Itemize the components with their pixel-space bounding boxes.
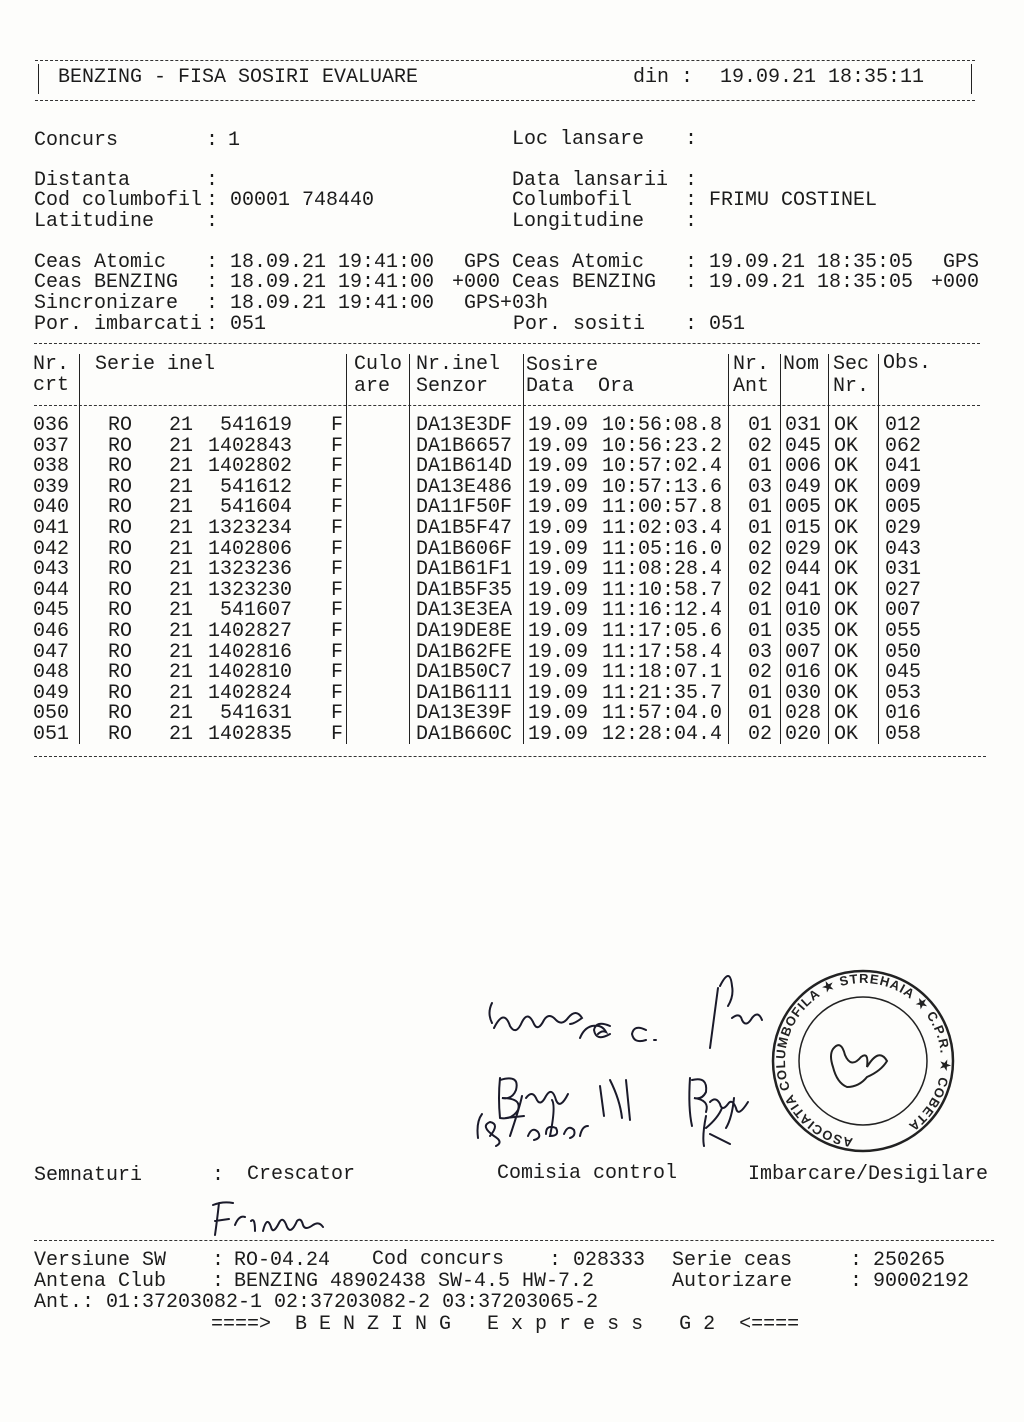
- cell-sec: OK: [834, 640, 859, 664]
- cell-sex: F: [331, 702, 344, 726]
- cell-ring: 541619: [219, 414, 292, 437]
- header-serie-inel: Serie inel: [95, 353, 216, 376]
- columbofil-label: Columbofil: [512, 189, 633, 212]
- cell-time: 10:57:13.6: [601, 475, 722, 499]
- cell-nom: 049: [785, 475, 822, 499]
- table-top-rule: [34, 343, 980, 344]
- cell-sensor: DA1B6657: [416, 434, 513, 458]
- cell-nr: 046: [33, 620, 70, 643]
- header-nr-inel: Nr.inel: [416, 353, 501, 376]
- cell-sensor: DA1B660C: [416, 723, 513, 746]
- cell-time: 11:17:05.6: [601, 620, 722, 643]
- ceas-benzing-label: Ceas BENZING: [34, 271, 179, 294]
- cell-sensor: DA11F50F: [416, 496, 513, 520]
- ceas-atomic-label-2: Ceas Atomic: [512, 251, 645, 274]
- cod-concurs-value: 028333: [573, 1249, 646, 1272]
- commission-signatures-handwriting: [470, 968, 770, 1158]
- cell-obs: 031: [885, 558, 922, 582]
- cell-obs: 041: [885, 455, 922, 479]
- cell-sensor: DA1B6111: [416, 681, 513, 705]
- cell-nom: 015: [785, 517, 822, 540]
- cell-ring: 1402816: [207, 640, 292, 664]
- cell-date: 19.09: [528, 599, 589, 623]
- cell-date: 19.09: [528, 517, 589, 540]
- column-divider: [878, 354, 879, 744]
- cell-year: 21: [169, 599, 194, 623]
- cell-time: 11:00:57.8: [601, 496, 722, 520]
- cell-nom: 031: [785, 414, 822, 437]
- colon: :: [685, 189, 698, 212]
- cell-nom: 006: [785, 455, 822, 479]
- cell-obs: 009: [885, 475, 922, 499]
- header-crt: crt: [33, 374, 70, 397]
- table-bottom-rule: [34, 756, 986, 757]
- cell-ring: 541612: [219, 475, 292, 499]
- header-sec: Sec: [833, 353, 870, 376]
- cell-sex: F: [331, 620, 344, 643]
- header-bottom-rule: [35, 100, 975, 101]
- cell-nr: 040: [33, 496, 70, 520]
- cell-year: 21: [169, 475, 194, 499]
- cell-sensor: DA1B614D: [416, 455, 513, 479]
- cell-sensor: DA1B61F1: [416, 558, 513, 582]
- cell-ring: 1402835: [207, 723, 292, 746]
- colon: :: [212, 1164, 225, 1187]
- cell-sec: OK: [834, 681, 859, 705]
- cell-sex: F: [331, 681, 344, 705]
- cell-date: 19.09: [528, 681, 589, 705]
- header-culoare-2: are: [354, 375, 391, 398]
- cell-time: 11:17:58.4: [601, 640, 722, 664]
- cell-year: 21: [169, 578, 194, 602]
- semnaturi-label: Semnaturi: [34, 1164, 143, 1187]
- cell-date: 19.09: [528, 455, 589, 479]
- cell-nr: 047: [33, 640, 70, 664]
- cell-ant: 01: [747, 620, 772, 643]
- cell-time: 11:02:03.4: [601, 517, 722, 540]
- autorizare-label: Autorizare: [672, 1270, 793, 1293]
- ceas-benzing-start-offset: +000: [452, 271, 501, 294]
- cell-year: 21: [169, 681, 194, 705]
- cell-obs: 016: [885, 702, 922, 726]
- sincronizare-src: GPS+03h: [464, 292, 549, 315]
- cell-sec: OK: [834, 578, 859, 602]
- cell-sensor: DA1B606F: [416, 537, 513, 561]
- cell-obs: 058: [885, 723, 922, 746]
- cell-nr: 044: [33, 578, 70, 602]
- cell-obs: 027: [885, 578, 922, 602]
- cell-date: 19.09: [528, 620, 589, 643]
- cod-columbofil-label: Cod columbofil: [34, 189, 203, 212]
- colon: :: [685, 251, 698, 274]
- column-divider: [523, 354, 524, 744]
- cell-time: 11:21:35.7: [601, 681, 722, 705]
- cell-nom: 045: [785, 434, 822, 458]
- cell-obs: 050: [885, 640, 922, 664]
- cell-country: RO: [108, 578, 133, 602]
- cell-year: 21: [169, 558, 194, 582]
- concurs-label: Concurs: [34, 129, 119, 152]
- autorizare-value: 90002192: [873, 1270, 970, 1293]
- cell-sec: OK: [834, 661, 859, 685]
- cell-sec: OK: [834, 558, 859, 582]
- cell-sex: F: [331, 455, 344, 479]
- cell-year: 21: [169, 414, 194, 437]
- header-top-rule: [35, 60, 975, 61]
- cell-date: 19.09: [528, 640, 589, 664]
- header-obs: Obs.: [883, 352, 932, 375]
- cell-nom: 044: [785, 558, 822, 582]
- report-datetime: 19.09.21 18:35:11: [720, 66, 925, 89]
- cell-date: 19.09: [528, 702, 589, 726]
- cell-sensor: DA1B62FE: [416, 640, 513, 664]
- cell-sensor: DA1B50C7: [416, 661, 513, 685]
- cell-sensor: DA1B5F47: [416, 517, 513, 540]
- ceas-benzing-label-2: Ceas BENZING: [512, 271, 657, 294]
- breeder-signature-handwriting: [205, 1195, 345, 1239]
- cell-country: RO: [108, 599, 133, 623]
- cell-ant: 01: [747, 455, 772, 479]
- cell-country: RO: [108, 455, 133, 479]
- colon: :: [206, 292, 219, 315]
- cell-sec: OK: [834, 723, 859, 746]
- footer-rule: [34, 1240, 994, 1241]
- cell-sensor: DA13E3EA: [416, 599, 513, 623]
- cell-sec: OK: [834, 475, 859, 499]
- cell-sec: OK: [834, 517, 859, 540]
- cell-nr: 051: [33, 723, 70, 746]
- cod-columbofil-value: 00001 748440: [230, 189, 375, 212]
- cell-ant: 02: [747, 434, 772, 458]
- cell-year: 21: [169, 640, 194, 664]
- cell-ant: 01: [747, 599, 772, 623]
- cell-nom: 028: [785, 702, 822, 726]
- cell-date: 19.09: [528, 414, 589, 437]
- cell-ant: 01: [747, 414, 772, 437]
- cell-nom: 041: [785, 578, 822, 602]
- cell-obs: 053: [885, 681, 922, 705]
- cell-year: 21: [169, 434, 194, 458]
- ceas-atomic-label: Ceas Atomic: [34, 251, 167, 274]
- cell-sex: F: [331, 496, 344, 520]
- din-label: din :: [633, 66, 694, 89]
- cell-nr: 048: [33, 661, 70, 685]
- ceas-atomic-start: 18.09.21 19:41:00: [230, 251, 435, 274]
- cell-ring: 541607: [219, 599, 292, 623]
- cell-sec: OK: [834, 414, 859, 437]
- por-sositi-value: 051: [709, 313, 746, 336]
- header-nr-ant: Nr.: [733, 353, 770, 376]
- cell-ant: 02: [747, 537, 772, 561]
- cell-ant: 03: [747, 640, 772, 664]
- cell-country: RO: [108, 414, 133, 437]
- cell-sex: F: [331, 578, 344, 602]
- cell-sec: OK: [834, 702, 859, 726]
- colon: :: [685, 169, 698, 192]
- cell-sec: OK: [834, 434, 859, 458]
- cod-concurs-label: Cod concurs: [372, 1248, 505, 1271]
- cell-country: RO: [108, 681, 133, 705]
- colon: :: [206, 313, 219, 336]
- imbarcare-desigilare-label: Imbarcare/Desigilare: [748, 1163, 989, 1186]
- cell-sensor: DA1B5F35: [416, 578, 513, 602]
- cell-sensor: DA13E39F: [416, 702, 513, 726]
- colon: :: [212, 1249, 225, 1272]
- cell-nom: 007: [785, 640, 822, 664]
- cell-sex: F: [331, 640, 344, 664]
- versiune-sw-value: RO-04.24: [234, 1249, 331, 1272]
- stamp-lettering: ASOCIATIA COLUMBOFILA ★ STREHAIA ★ C.P.R. ★ COBETA: [772, 970, 954, 1151]
- cell-country: RO: [108, 620, 133, 643]
- colon: :: [206, 271, 219, 294]
- cell-time: 10:56:08.8: [601, 414, 722, 437]
- cell-year: 21: [169, 661, 194, 685]
- por-imbarcati-label: Por. imbarcati: [34, 313, 203, 336]
- cell-sex: F: [331, 475, 344, 499]
- cell-obs: 043: [885, 537, 922, 561]
- cell-sec: OK: [834, 620, 859, 643]
- cell-ring: 1323234: [207, 517, 292, 540]
- cell-nom: 020: [785, 723, 822, 746]
- cell-sensor: DA13E3DF: [416, 414, 513, 437]
- cell-date: 19.09: [528, 537, 589, 561]
- cell-ring: 1402810: [207, 661, 292, 685]
- cell-nom: 030: [785, 681, 822, 705]
- cell-ring: 1402827: [207, 620, 292, 643]
- cell-obs: 029: [885, 517, 922, 540]
- cell-sec: OK: [834, 537, 859, 561]
- cell-nr: 036: [33, 414, 70, 437]
- longitudine-label: Longitudine: [512, 210, 645, 233]
- cell-time: 12:28:04.4: [601, 723, 722, 746]
- cell-nom: 016: [785, 661, 822, 685]
- cell-country: RO: [108, 640, 133, 664]
- loc-lansare-label: Loc lansare: [512, 128, 645, 151]
- cell-obs: 055: [885, 620, 922, 643]
- cell-sec: OK: [834, 455, 859, 479]
- cell-ring: 1402802: [207, 455, 292, 479]
- cell-ant: 02: [747, 578, 772, 602]
- cell-obs: 062: [885, 434, 922, 458]
- colon: :: [212, 1270, 225, 1293]
- cell-year: 21: [169, 455, 194, 479]
- header-sosire: Sosire: [526, 354, 599, 377]
- header-sec-nr: Nr.: [833, 375, 870, 398]
- cell-sex: F: [331, 434, 344, 458]
- cell-year: 21: [169, 537, 194, 561]
- cell-ring: 541604: [219, 496, 292, 520]
- cell-ring: 1402806: [207, 537, 292, 561]
- sincronizare-value: 18.09.21 19:41:00: [230, 292, 435, 315]
- cell-time: 11:10:58.7: [601, 578, 722, 602]
- ceas-benzing-start: 18.09.21 19:41:00: [230, 271, 435, 294]
- cell-date: 19.09: [528, 661, 589, 685]
- por-sositi-label: Por. sositi: [513, 313, 646, 336]
- cell-nr: 041: [33, 517, 70, 540]
- cell-time: 10:56:23.2: [601, 434, 722, 458]
- ceas-atomic-end-src: GPS: [943, 251, 980, 274]
- antenna-list: Ant.: 01:37203082-1 02:37203082-2 03:37203065-2: [34, 1291, 599, 1314]
- colon: :: [206, 210, 219, 233]
- cell-nom: 005: [785, 496, 822, 520]
- cell-nom: 010: [785, 599, 822, 623]
- ceas-atomic-end: 19.09.21 18:35:05: [709, 251, 914, 274]
- colon: :: [850, 1249, 863, 1272]
- cell-ant: 01: [747, 681, 772, 705]
- header-culoare-1: Culo: [354, 353, 403, 376]
- column-divider: [346, 354, 347, 744]
- benzing-express-brand: ====> B E N Z I N G E x p r e s s G 2 <====: [211, 1313, 800, 1336]
- distanta-label: Distanta: [34, 169, 131, 192]
- cell-year: 21: [169, 620, 194, 643]
- cell-sensor: DA19DE8E: [416, 620, 513, 643]
- cell-sex: F: [331, 661, 344, 685]
- cell-sex: F: [331, 517, 344, 540]
- cell-ant: 02: [747, 558, 772, 582]
- cell-obs: 007: [885, 599, 922, 623]
- cell-obs: 012: [885, 414, 922, 437]
- cell-nom: 035: [785, 620, 822, 643]
- cell-time: 10:57:02.4: [601, 455, 722, 479]
- cell-nom: 029: [785, 537, 822, 561]
- colon: :: [685, 128, 698, 151]
- cell-time: 11:57:04.0: [601, 702, 722, 726]
- colon: :: [685, 313, 698, 336]
- table-header-rule: [34, 405, 980, 406]
- latitudine-label: Latitudine: [34, 210, 155, 233]
- header-nom: Nom: [783, 353, 820, 376]
- cell-ring: 1402824: [207, 681, 292, 705]
- cell-sec: OK: [834, 496, 859, 520]
- colon: :: [850, 1270, 863, 1293]
- cell-sec: OK: [834, 599, 859, 623]
- data-lansarii-label: Data lansarii: [512, 169, 669, 192]
- cell-time: 11:18:07.1: [601, 661, 722, 685]
- cell-country: RO: [108, 537, 133, 561]
- versiune-sw-label: Versiune SW: [34, 1249, 167, 1272]
- column-divider: [828, 354, 829, 744]
- crescator-label: Crescator: [247, 1163, 356, 1186]
- header-senzor: Senzor: [416, 375, 489, 398]
- cell-ant: 01: [747, 496, 772, 520]
- cell-country: RO: [108, 558, 133, 582]
- header-data-ora: Data Ora: [526, 375, 635, 398]
- colon: :: [206, 169, 219, 192]
- cell-obs: 045: [885, 661, 922, 685]
- ceas-atomic-start-src: GPS: [464, 251, 501, 274]
- cell-country: RO: [108, 496, 133, 520]
- antena-club-value: BENZING 48902438 SW-4.5 HW-7.2: [234, 1270, 595, 1293]
- colon: :: [685, 210, 698, 233]
- cell-sex: F: [331, 599, 344, 623]
- cell-ring: 1323230: [207, 578, 292, 602]
- antena-club-label: Antena Club: [34, 1270, 167, 1293]
- document-title: BENZING - FISA SOSIRI EVALUARE: [58, 66, 419, 89]
- header-nr: Nr.: [33, 353, 70, 376]
- cell-sex: F: [331, 537, 344, 561]
- concurs-value: 1: [228, 129, 241, 152]
- colon: :: [206, 189, 219, 212]
- cell-year: 21: [169, 517, 194, 540]
- cell-date: 19.09: [528, 434, 589, 458]
- cell-sex: F: [331, 723, 344, 746]
- column-divider: [728, 354, 729, 744]
- column-divider: [409, 354, 410, 744]
- cell-date: 19.09: [528, 496, 589, 520]
- cell-nr: 039: [33, 475, 70, 499]
- cell-nr: 043: [33, 558, 70, 582]
- serie-ceas-label: Serie ceas: [672, 1249, 793, 1272]
- cell-ant: 02: [747, 723, 772, 746]
- cell-country: RO: [108, 723, 133, 746]
- cell-ant: 01: [747, 702, 772, 726]
- cell-ant: 01: [747, 517, 772, 540]
- cell-nr: 037: [33, 434, 70, 458]
- association-stamp: [770, 968, 956, 1154]
- cell-country: RO: [108, 702, 133, 726]
- cell-ring: 541631: [219, 702, 292, 726]
- cell-date: 19.09: [528, 578, 589, 602]
- cell-country: RO: [108, 517, 133, 540]
- sincronizare-label: Sincronizare: [34, 292, 179, 315]
- cell-ring: 1402843: [207, 434, 292, 458]
- colon: :: [549, 1249, 562, 1272]
- cell-obs: 005: [885, 496, 922, 520]
- cell-country: RO: [108, 661, 133, 685]
- cell-ant: 03: [747, 475, 772, 499]
- colon: :: [685, 271, 698, 294]
- header-ant: Ant: [733, 375, 770, 398]
- cell-sex: F: [331, 558, 344, 582]
- cell-year: 21: [169, 496, 194, 520]
- cell-date: 19.09: [528, 475, 589, 499]
- cell-time: 11:05:16.0: [601, 537, 722, 561]
- cell-nr: 042: [33, 537, 70, 561]
- cell-ant: 02: [747, 661, 772, 685]
- column-divider: [79, 354, 80, 744]
- por-imbarcati-value: 051: [230, 313, 267, 336]
- cell-country: RO: [108, 475, 133, 499]
- cell-country: RO: [108, 434, 133, 458]
- colon: :: [206, 129, 219, 152]
- cell-nr: 038: [33, 455, 70, 479]
- serie-ceas-value: 250265: [873, 1249, 946, 1272]
- header-left-border: [38, 64, 39, 94]
- ceas-benzing-end: 19.09.21 18:35:05: [709, 271, 914, 294]
- columbofil-value: FRIMU COSTINEL: [709, 189, 878, 212]
- colon: :: [206, 251, 219, 274]
- cell-sensor: DA13E486: [416, 475, 513, 499]
- comisia-control-label: Comisia control: [497, 1162, 678, 1185]
- header-right-border: [971, 64, 972, 94]
- cell-time: 11:08:28.4: [601, 558, 722, 582]
- cell-date: 19.09: [528, 723, 589, 746]
- column-divider: [780, 354, 781, 744]
- cell-ring: 1323236: [207, 558, 292, 582]
- cell-nr: 049: [33, 681, 70, 705]
- cell-sex: F: [331, 414, 344, 437]
- cell-nr: 045: [33, 599, 70, 623]
- ceas-benzing-end-offset: +000: [931, 271, 980, 294]
- cell-time: 11:16:12.4: [601, 599, 722, 623]
- cell-date: 19.09: [528, 558, 589, 582]
- cell-year: 21: [169, 702, 194, 726]
- cell-year: 21: [169, 723, 194, 746]
- cell-nr: 050: [33, 702, 70, 726]
